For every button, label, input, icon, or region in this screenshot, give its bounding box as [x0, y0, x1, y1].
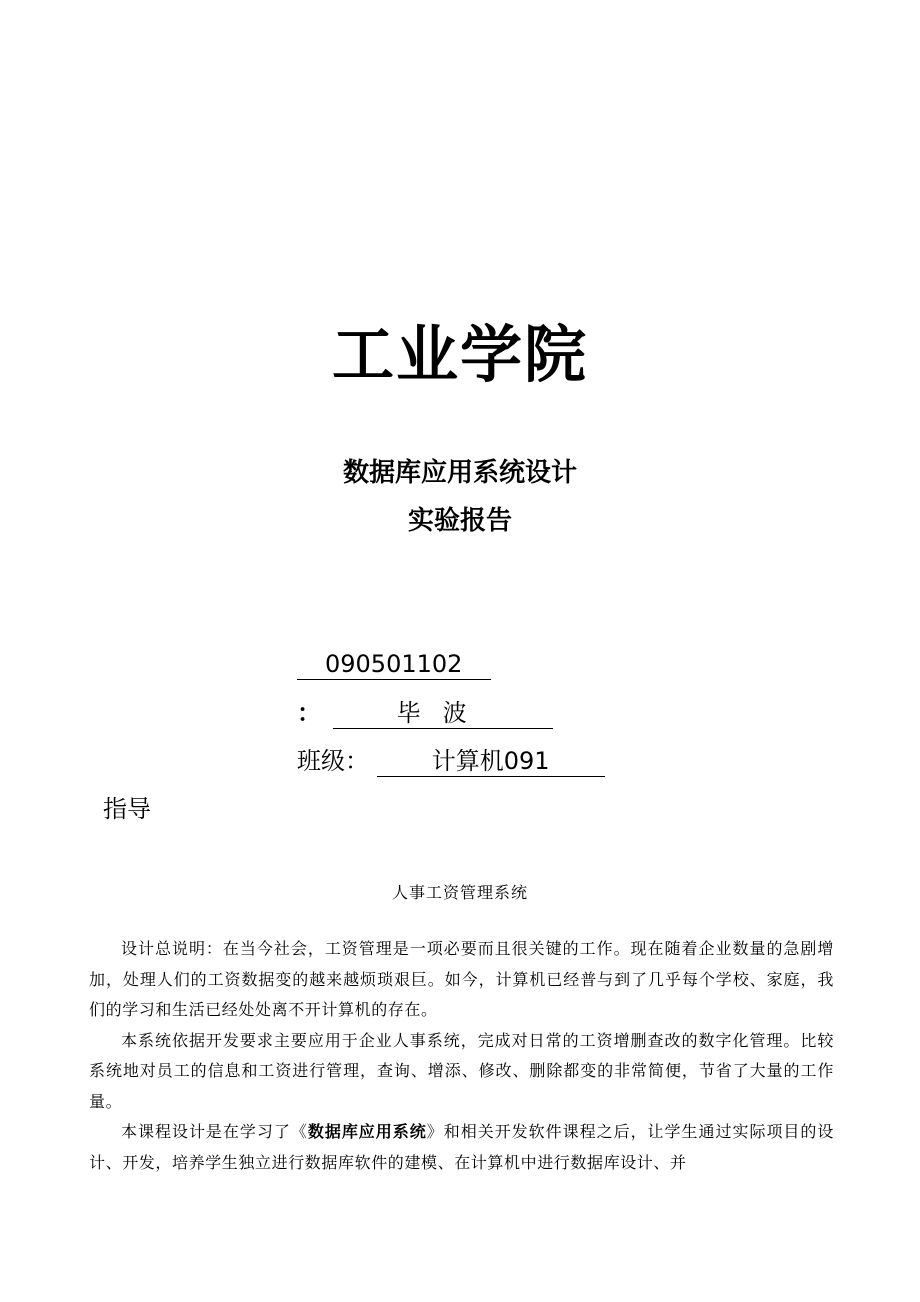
- name-label: ：: [297, 699, 321, 727]
- student-id-value: 090501102: [297, 649, 491, 680]
- body-text: [89, 934, 834, 1178]
- name-value: 毕波: [333, 698, 553, 729]
- paragraph-course-text-after: 》和相关开发软件课程之后，让学生通过实际项目的设计、开发，培养学生独立进行数据库软件的建模、在计算机中进行数据库设计、并: [89, 1122, 835, 1172]
- paragraph-system-purpose: 本系统依据开发要求主要应用于企业人事系统，完成对日常的工资增删查改的数字化管理。比较系统地对员工的信息和工资进行管理，查询、增添、修改、删除都变的非常简便，节省了大量的工作量。: [89, 1030, 834, 1111]
- course-title: 数据库应用系统设计: [342, 458, 577, 488]
- report-title: 实验报告: [407, 506, 512, 536]
- advisor-label: 指导: [103, 795, 151, 823]
- name-line: [297, 697, 553, 729]
- school-title: 工业学院: [331, 318, 588, 391]
- student-id-line: [297, 648, 491, 680]
- class-line: [297, 745, 605, 777]
- paragraph-design-summary: 设计总说明：在当今社会，工资管理是一项必要而且很关键的工作。现在随着企业数量的急剧增加，处理人们的工资数据变的越来越烦琐艰巨。如今，计算机已经普与到了几乎每个学校、家庭，我们的学习和生活已经处处离不开计算机的存在。: [89, 939, 834, 1019]
- paragraph-course-design: [89, 1117, 834, 1178]
- course-name-bold: 数据库应用系统: [307, 1122, 427, 1141]
- paragraph-course-text-before: 本课程设计是在学习了《: [121, 1122, 308, 1141]
- system-title: 人事工资管理系统: [391, 883, 528, 902]
- class-label: 班级：: [297, 747, 369, 775]
- class-value: 计算机091: [377, 746, 605, 777]
